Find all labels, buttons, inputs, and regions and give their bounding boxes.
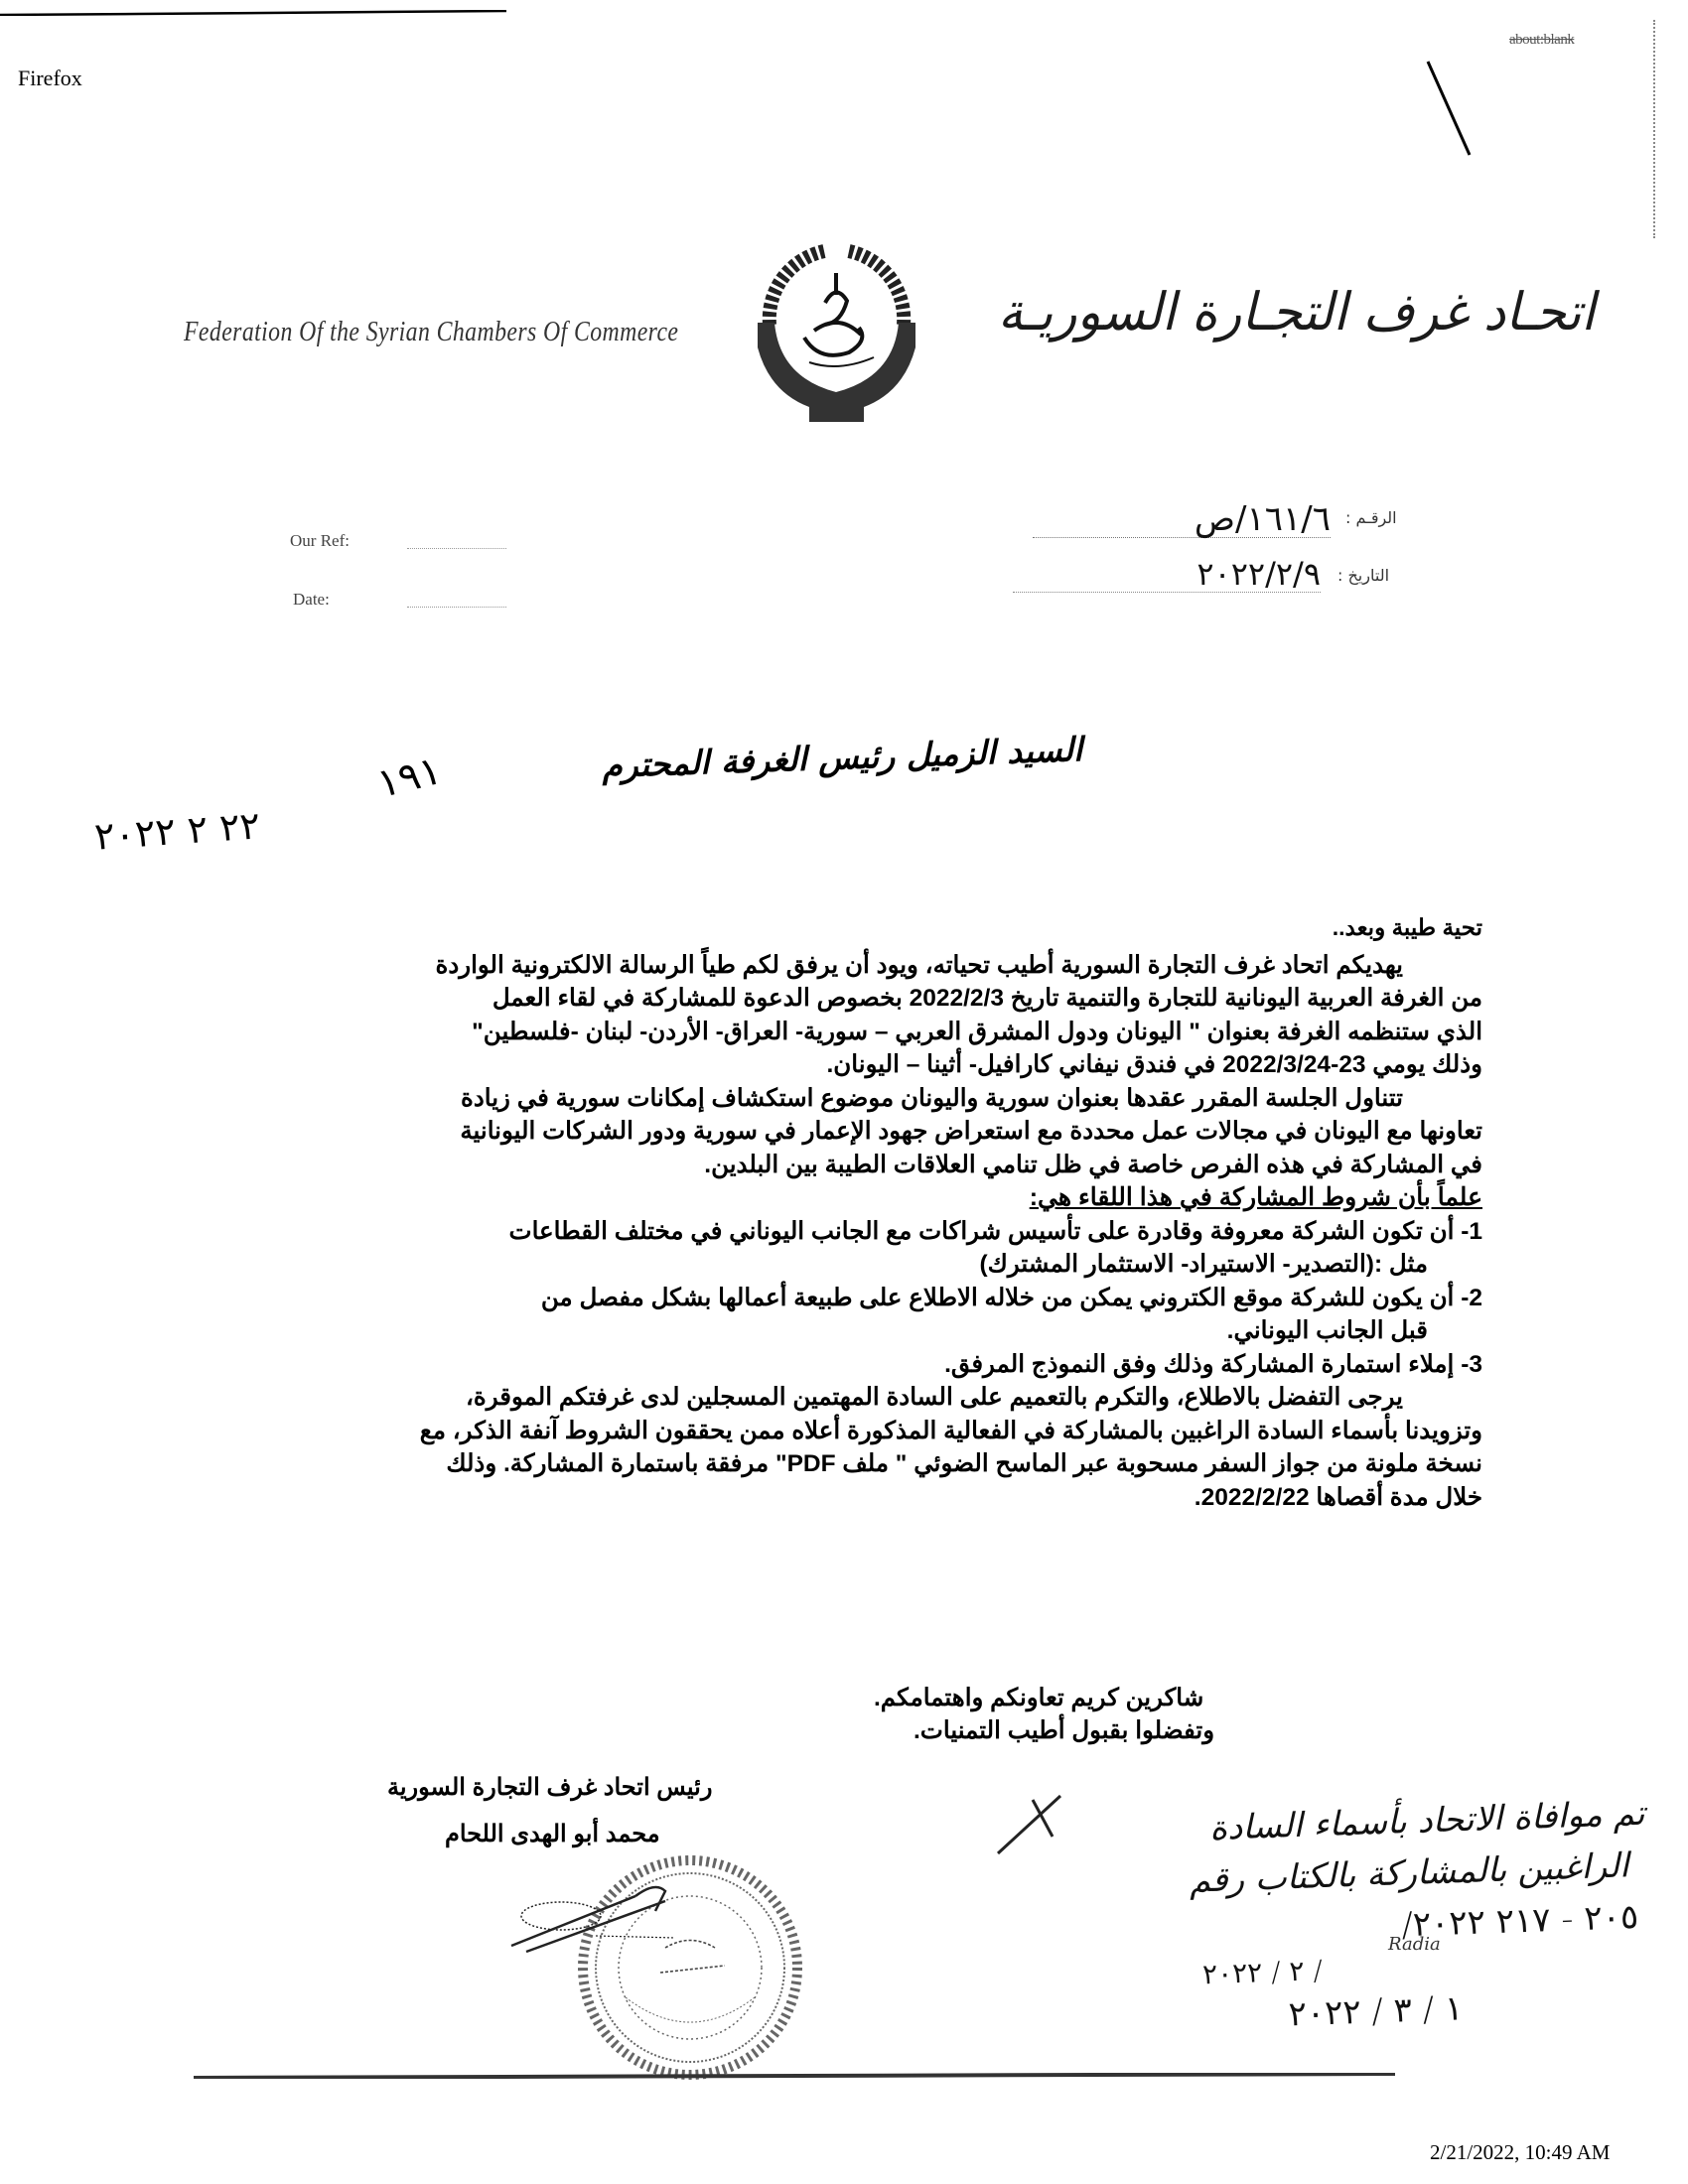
arabic-ref-label: الرقـم : [1345, 508, 1397, 527]
paragraph-3-line-1: يرجى التفضل بالاطلاع، والتكرم بالتعميم على السادة المهتمين المسجلين لدى غرفتكم الموقرة، [466, 1384, 1403, 1411]
our-ref-field [407, 548, 506, 549]
closing-line-2: وتفضلوا بقبول أطيب التمنيات. [914, 1717, 1215, 1744]
paragraph-3-line-4: خلال مدة أقصاها 2022/2/22. [1194, 1483, 1482, 1511]
browser-name: Firefox [18, 66, 82, 90]
letter-body [266, 911, 1482, 1514]
date-label: Date: [293, 590, 330, 609]
paragraph-1-line-2 [266, 982, 1482, 1016]
handwritten-incoming-date: ٢٢ ٢ ٢٠٢٢ [92, 803, 262, 859]
arabic-date-value: ٢٠٢٢/٢/٩ [1013, 556, 1321, 593]
print-timestamp: 2/21/2022, 10:49 AM [1430, 2140, 1611, 2164]
top-edge-line [0, 10, 506, 16]
paragraph-1-line-3: الذي ستنظمه الغرفة بعنوان " اليونان ودول المشرق العربي – سورية- العراق- الأردن- لبنان -فلسطين" [472, 1018, 1482, 1045]
letterhead-english-name: Federation Of the Syrian Chambers Of Commerce [184, 316, 679, 347]
greeting: تحية طيبة وبعد.. [1332, 914, 1482, 940]
note-line-4: ١ / ٣ / ٢٠٢٢ [1287, 1988, 1464, 2035]
paragraph-2-line-2: تعاونها مع اليونان في مجالات عمل محددة مع استعراض جهود الإعمار في سورية ودور الشركات اليونانية [460, 1118, 1482, 1145]
condition-1-number: 1- [1461, 1217, 1482, 1245]
condition-3 [266, 1348, 1482, 1382]
condition-3-text: إملاء استمارة المشاركة وذلك وفق النموذج المرفق. [944, 1350, 1455, 1378]
page-edge-dots [1653, 20, 1655, 238]
condition-1-continuation: مثل :(التصدير- الاستيراد- الاستثمار المشترك) [979, 1251, 1428, 1278]
salutation-heading: السيد الزميل رئيس الغرفة المحترم [601, 730, 1083, 785]
note-line-3-date: / ٢ / ٢٠٢٢ [1201, 1954, 1324, 1991]
note-line-3: ٢٠٥ - ٢١٧ ٢٠٢٢/ [1400, 1897, 1639, 1946]
signatory-name: محمد أبو الهدى اللحام [445, 1821, 660, 1847]
event-name-emphasis: لقاء العمل [492, 985, 597, 1012]
condition-2 [266, 1282, 1482, 1315]
our-ref-label: Our Ref: [290, 531, 350, 550]
bottom-rule-line [0, 2073, 1395, 2079]
condition-2-continuation: قبل الجانب اليوناني. [1226, 1317, 1428, 1344]
paragraph-3-line-3: نسخة ملونة من جواز السفر مسحوبة عبر الماسح الضوئي " ملف PDF" مرفقة باستمارة المشاركة. وذلك [446, 1450, 1482, 1477]
federation-logo-icon [730, 213, 943, 427]
paragraph-2-line-1: تتناول الجلسة المقرر عقدها بعنوان سورية واليونان موضوع استكشاف إمكانات سورية في زيادة [461, 1084, 1403, 1112]
signatory-title: رئيس اتحاد غرف التجارة السورية [387, 1774, 713, 1801]
letterhead-arabic-name: اتحـاد غرف التجـارة السوريـة [998, 281, 1596, 342]
handwritten-incoming-number: ١٩١ [372, 747, 447, 808]
paragraph-1-line-1: يهديكم اتحاد غرف التجارة السورية أطيب تحياته، ويود أن يرفق لكم طياً الرسالة الالكترونية الواردة [435, 951, 1403, 979]
note-line-1: تم موافاة الاتحاد بأسماء السادة [1208, 1793, 1646, 1849]
conditions-heading: علماً بأن شروط المشاركة في هذا اللقاء هي: [1029, 1183, 1482, 1211]
arabic-date-label: التاريخ : [1337, 566, 1390, 585]
paragraph-3-line-2: وتزويدنا بأسماء السادة الراغبين بالمشاركة في الفعالية المذكورة أعلاه ممن يحققون الشروط آنفة الذكر، مع [419, 1417, 1482, 1444]
arabic-ref-value: ١٦١/٦/ص [1033, 501, 1331, 538]
date-field [407, 607, 506, 608]
paragraph-1-line-4: وذلك يومي 23-2022/3/24 في فندق نيفاني كارافيل- أثينا – اليونان. [826, 1051, 1482, 1078]
pen-stroke-mark [1420, 60, 1479, 159]
handwritten-signature [506, 1866, 705, 1956]
browser-url: about:blank [1509, 32, 1575, 48]
paragraph-1-line-2-text: من الغرفة العربية اليونانية للتجارة والتنمية تاريخ 2022/2/3 بخصوص الدعوة للمشاركة في [596, 985, 1482, 1012]
note-line-2: الراغبين بالمشاركة بالكتاب رقم [1189, 1845, 1630, 1901]
paragraph-2-line-3: في المشاركة في هذه الفرص خاصة في ظل تنامي العلاقات الطيبة بين البلدين. [704, 1151, 1482, 1178]
condition-3-number: 3- [1461, 1350, 1482, 1378]
closing-line-1: شاكرين كريم تعاونكم واهتمامكم. [874, 1685, 1204, 1711]
condition-2-number: 2- [1461, 1284, 1482, 1311]
condition-1-text: أن تكون الشركة معروفة وقادرة على تأسيس شراكات مع الجانب اليوناني في مختلف القطاعات [508, 1217, 1455, 1245]
condition-1 [266, 1215, 1482, 1249]
radia-stamp-word: Radia [1388, 1934, 1441, 1955]
handwritten-routing-note [999, 1788, 1652, 2051]
condition-2-text: أن يكون للشركة موقع الكتروني يمكن من خلاله الاطلاع على طبيعة أعمالها بشكل مفصل من [540, 1284, 1455, 1311]
